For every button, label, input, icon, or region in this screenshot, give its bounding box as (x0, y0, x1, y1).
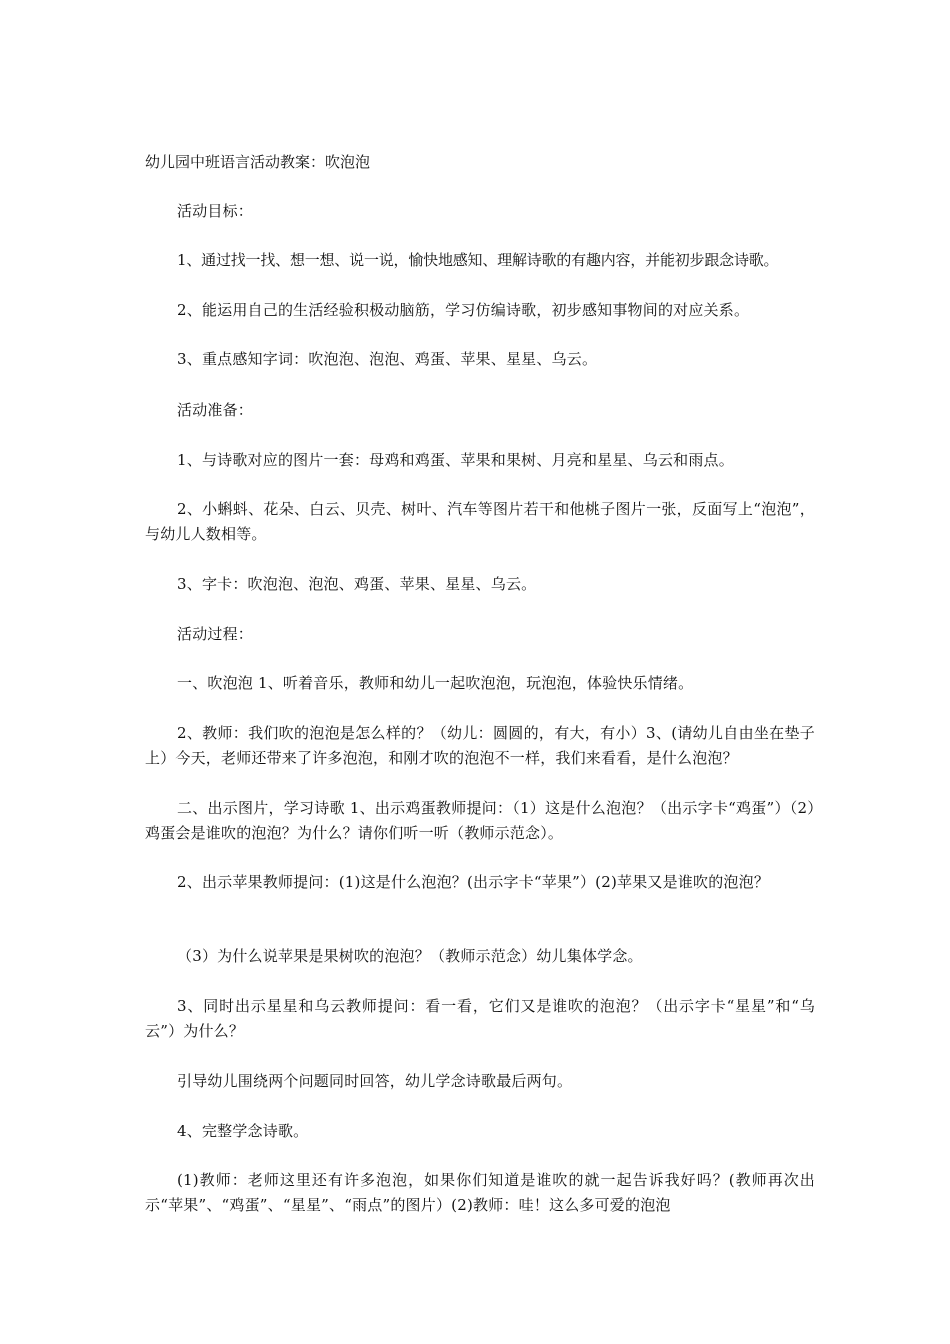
paragraph-process-1: 一、吹泡泡 1、听着音乐，教师和幼儿一起吹泡泡，玩泡泡，体验快乐情绪。 (177, 674, 694, 692)
paragraph-prep-3: 3、字卡：吹泡泡、泡泡、鸡蛋、苹果、星星、乌云。 (177, 575, 537, 593)
heading-activity-goals: 活动目标： (177, 202, 254, 220)
paragraph-goal-2: 2、能运用自己的生活经验积极动脑筋，学习仿编诗歌，初步感知事物间的对应关系。 (177, 301, 750, 319)
paragraph-process-8: 4、完整学念诗歌。 (177, 1122, 309, 1140)
heading-activity-preparation: 活动准备： (177, 401, 254, 419)
heading-activity-process: 活动过程： (177, 625, 254, 643)
paragraph-goal-1: 1、通过找一找、想一想、说一说，愉快地感知、理解诗歌的有趣内容，并能初步跟念诗歌。 (177, 251, 779, 269)
paragraph-process-3: 二、出示图片，学习诗歌 1、出示鸡蛋教师提问：（1）这是什么泡泡？（出示字卡“鸡蛋”）（2）鸡蛋会是谁吹的泡泡？为什么？请你们听一听（教师示范念）。 (145, 799, 815, 842)
paragraph-process-6: 3、同时出示星星和乌云教师提问：看一看，它们又是谁吹的泡泡？（出示字卡“星星”和“乌云”）为什么？ (145, 997, 815, 1040)
paragraph-goal-3: 3、重点感知字词：吹泡泡、泡泡、鸡蛋、苹果、星星、乌云。 (177, 350, 598, 368)
paragraph-process-4: 2、出示苹果教师提问：(1)这是什么泡泡？(出示字卡“苹果”）(2)苹果又是谁吹的泡泡？ (177, 873, 770, 891)
document-title: 幼儿园中班语言活动教案：吹泡泡 (145, 153, 371, 171)
paragraph-prep-2: 2、小蝌蚪、花朵、白云、贝壳、树叶、汽车等图片若干和他桃子图片一张，反面写上“泡泡”，与幼儿人数相等。 (145, 500, 815, 543)
paragraph-process-7: 引导幼儿围绕两个问题同时回答，幼儿学念诗歌最后两句。 (177, 1072, 573, 1090)
paragraph-prep-1: 1、与诗歌对应的图片一套：母鸡和鸡蛋、苹果和果树、月亮和星星、乌云和雨点。 (177, 451, 734, 469)
paragraph-process-5: （3）为什么说苹果是果树吹的泡泡？（教师示范念）幼儿集体学念。 (177, 947, 643, 965)
paragraph-process-2: 2、教师：我们吹的泡泡是怎么样的？（幼儿：圆圆的，有大，有小）3、(请幼儿自由坐在垫子上）今天，老师还带来了许多泡泡，和刚才吹的泡泡不一样，我们来看看，是什么泡泡？ (145, 724, 815, 767)
paragraph-process-9: (1)教师：老师这里还有许多泡泡，如果你们知道是谁吹的就一起告诉我好吗？(教师再次出示“苹果”、“鸡蛋”、“星星”、“雨点”的图片）(2)教师：哇！这么多可爱的泡泡 (145, 1171, 815, 1214)
